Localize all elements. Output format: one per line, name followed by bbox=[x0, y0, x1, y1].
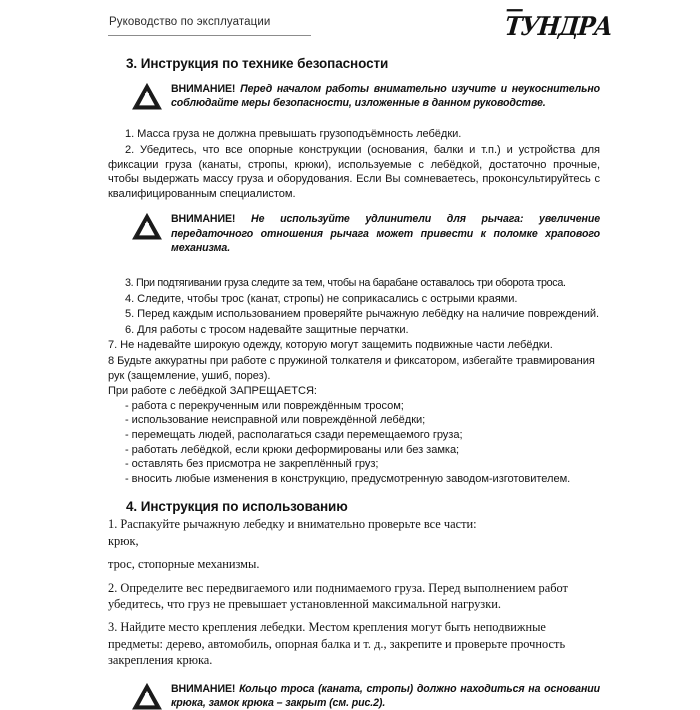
warning-block-3 bbox=[132, 682, 600, 710]
brand-logo-rest: УНДРА bbox=[519, 11, 614, 42]
usage-item-3: 3. Найдите место крепления лебедки. Местом крепления могут быть неподвижные предметы: дерево, автомобиль, опорная балка и т. д., закрепите и проверьте прочность закрепления крюка. bbox=[108, 620, 566, 668]
warning-label: ВНИМАНИЕ! bbox=[171, 83, 236, 95]
usage-item-2-wrap bbox=[108, 580, 600, 613]
warning-block-1-text bbox=[171, 82, 600, 110]
prohibition-item: - оставлять без присмотра не закреплённый груз; bbox=[125, 458, 379, 471]
prohibition-item: - вносить любые изменения в конструкцию, предусмотренную заводом-изготовителем. bbox=[125, 472, 571, 485]
safety-item-4: 4. Следите, чтобы трос (канат, стропы) не соприкасались с острыми краями. bbox=[125, 292, 518, 305]
prohibition-list bbox=[108, 399, 600, 487]
usage-item-3-wrap bbox=[108, 619, 600, 668]
page-header bbox=[0, 0, 700, 46]
warning-body: Кольцо троса (каната, стропы) должно находиться на основании крюка, замок крюка – закрыт (см. рис.2). bbox=[171, 682, 600, 709]
warning-triangle-icon bbox=[132, 83, 162, 110]
prohibition-item: - использование неисправной или повреждённой лебёдки; bbox=[125, 414, 426, 427]
safety-item-6: 6. Для работы с тросом надевайте защитные перчатки. bbox=[125, 323, 409, 336]
section-3-items-group-1 bbox=[108, 127, 600, 201]
section-3-title: 3. Инструкция по технике безопасности bbox=[126, 56, 389, 71]
safety-item-8: 8 Будьте аккуратны при работе с пружиной толкателя и фиксатором, избегайте травмирования рук (защемление, ушиб, порез). bbox=[108, 354, 595, 382]
warning-block-3-text bbox=[171, 682, 600, 710]
usage-item-1-line-1: 1. Распакуйте рычажную лебедку и внимательно проверьте все части: bbox=[108, 517, 477, 532]
brand-logo-tundra bbox=[504, 11, 614, 41]
warning-label: ВНИМАНИЕ! bbox=[171, 682, 236, 695]
warning-block-2 bbox=[132, 212, 600, 255]
warning-body: Перед началом работы внимательно изучите и неукоснительно соблюдайте меры безопасности, изложенные в данном руководстве. bbox=[171, 83, 600, 110]
safety-item-1: 1. Масса груза не должна превышать грузоподъёмность лебёдки. bbox=[125, 128, 462, 141]
document-content bbox=[0, 56, 700, 710]
warning-block-2-text bbox=[171, 212, 600, 255]
warning-triangle-icon bbox=[132, 683, 162, 710]
safety-item-2: 2. Убедитесь, что все опорные конструкции (основания, балки и т.п.) и устройства для фиксации груза (канаты, стропы, крюки), используемые с лебёдкой, достаточно прочные, чтобы выдержать массу груза и оборудования. Если Вы сомневаетесь, проконсультируйтесь с квалифицированным специалистом. bbox=[108, 144, 600, 200]
safety-item-3: 3. При подтягивании груза следите за тем, чтобы на барабане оставалось три оборота троса. bbox=[125, 276, 566, 289]
usage-item-1-line-2: крюк, bbox=[108, 533, 139, 548]
section-3-items-group-2 bbox=[108, 276, 600, 399]
header-divider bbox=[108, 35, 311, 36]
section-4-items bbox=[108, 516, 600, 668]
usage-item-1-line-3: трос, стопорные механизмы. bbox=[108, 557, 260, 572]
prohibition-item: - работа с перекрученным или повреждённым тросом; bbox=[125, 399, 404, 412]
warning-block-1 bbox=[132, 82, 600, 110]
warning-triangle-icon bbox=[132, 213, 162, 240]
brand-logo-first-letter: Т bbox=[504, 9, 523, 41]
prohibition-item: - работать лебёдкой, если крюки деформированы или без замка; bbox=[125, 443, 460, 456]
section-4-title: 4. Инструкция по использованию bbox=[126, 499, 348, 515]
safety-item-5: 5. Перед каждым использованием проверяйте рычажную лебёдку на наличие повреждений. bbox=[125, 308, 600, 321]
header-title: Руководство по эксплуатации bbox=[109, 16, 271, 28]
safety-item-7: 7. Не надевайте широкую одежду, которую могут защемить подвижные части лебёдки. bbox=[108, 339, 553, 352]
usage-item-2: 2. Определите вес передвигаемого или поднимаемого груза. Перед выполнением работ убедитесь, что груз не превышает установленной максимальной нагрузки. bbox=[108, 580, 568, 611]
warning-body: Не используйте удлинители для рычага: увеличение передаточного отношения рычага может привести к поломке храпового механизма. bbox=[171, 213, 600, 254]
usage-item-1 bbox=[108, 516, 600, 572]
warning-label: ВНИМАНИЕ! bbox=[171, 213, 236, 226]
prohibition-intro: При работе с лебёдкой ЗАПРЕЩАЕТСЯ: bbox=[108, 385, 317, 398]
prohibition-item: - перемещать людей, располагаться сзади перемещаемого груза; bbox=[125, 428, 463, 441]
